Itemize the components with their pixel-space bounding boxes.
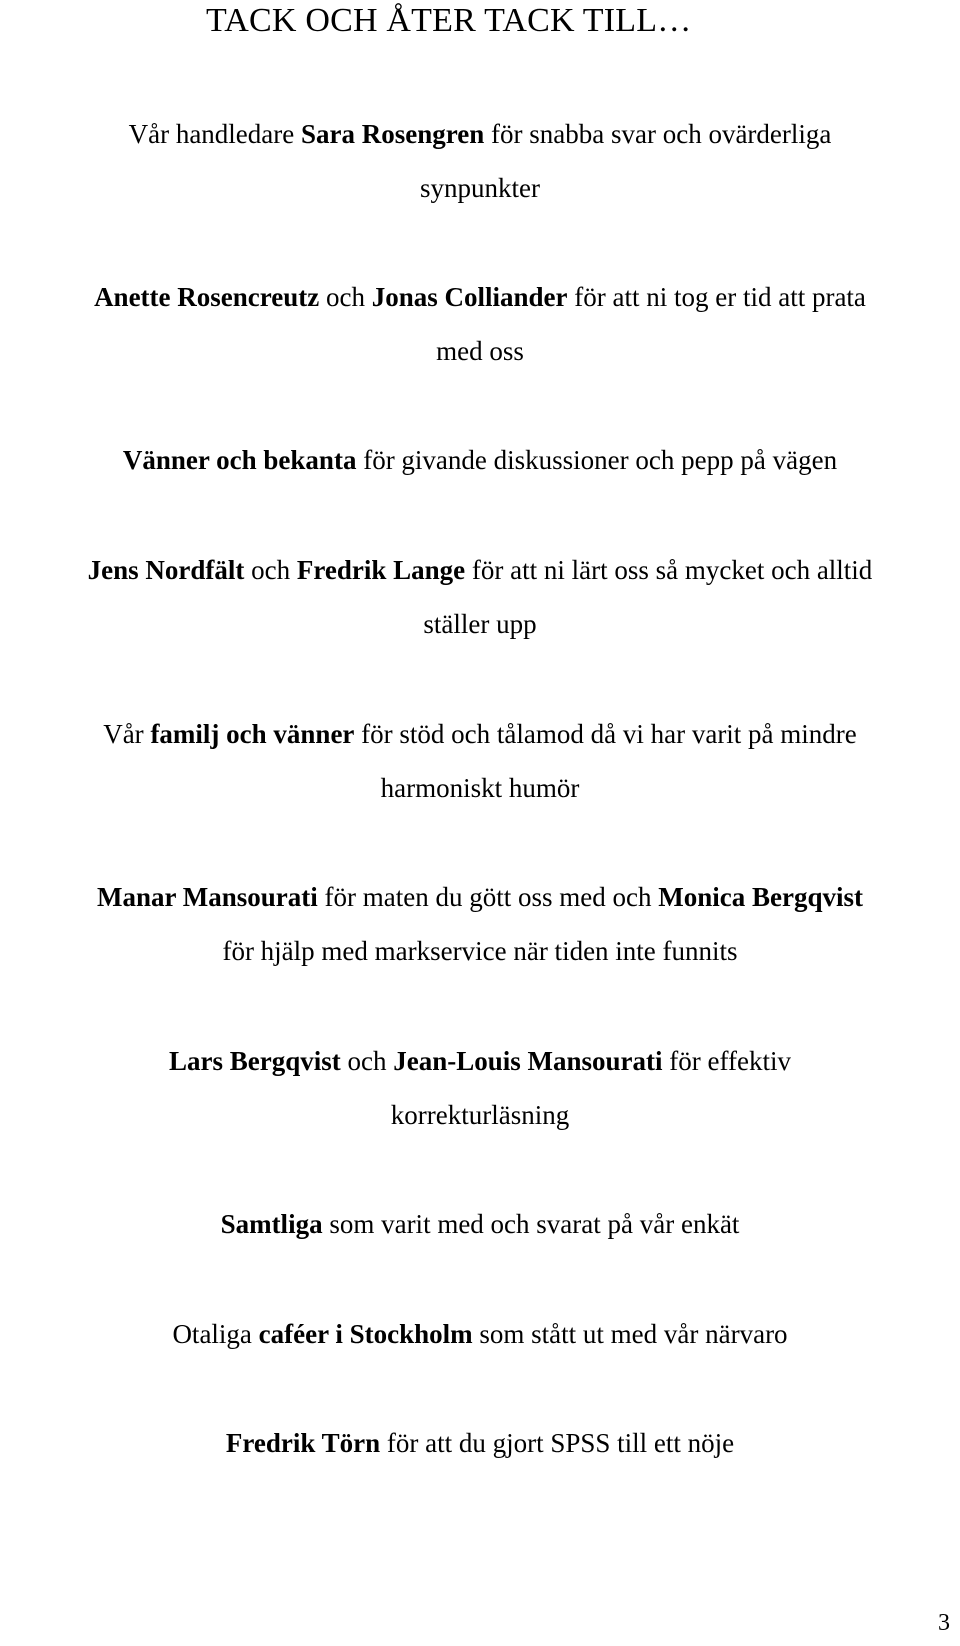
acknowledgement-line: för hjälp med markservice när tiden inte funnits (222, 936, 738, 966)
acknowledgement-line: harmoniskt humör (380, 773, 580, 803)
acknowledgement-line: Vår handledare Sara Rosengren för snabba svar och ovärderliga (128, 119, 832, 149)
acknowledgement-line: Manar Mansourati för maten du gött oss med och Monica Bergqvist (97, 882, 863, 912)
page-number: 3 (938, 1610, 950, 1636)
acknowledgement-line: Lars Bergqvist och Jean-Louis Mansourati för effektiv (169, 1046, 791, 1076)
acknowledgement-line: Jens Nordfält och Fredrik Lange för att ni lärt oss så mycket och alltid (87, 555, 873, 585)
page-title: TACK OCH ÅTER TACK TILL… (206, 2, 692, 39)
acknowledgement-line: ställer upp (423, 609, 537, 639)
acknowledgement-line: korrekturläsning (390, 1100, 570, 1130)
acknowledgement-line: Samtliga som varit med och svarat på vår enkät (220, 1209, 740, 1239)
acknowledgement-line: Anette Rosencreutz och Jonas Colliander för att ni tog er tid att prata (94, 282, 866, 312)
acknowledgement-line: synpunkter (420, 173, 540, 203)
acknowledgement-line: Vår familj och vänner för stöd och tålamod då vi har varit på mindre (103, 719, 857, 749)
acknowledgement-line: Otaliga caféer i Stockholm som stått ut med vår närvaro (172, 1319, 788, 1349)
acknowledgement-line: Fredrik Törn för att du gjort SPSS till ett nöje (225, 1428, 735, 1458)
acknowledgement-line: med oss (436, 336, 524, 366)
acknowledgement-line: Vänner och bekanta för givande diskussioner och pepp på vägen (122, 445, 838, 475)
